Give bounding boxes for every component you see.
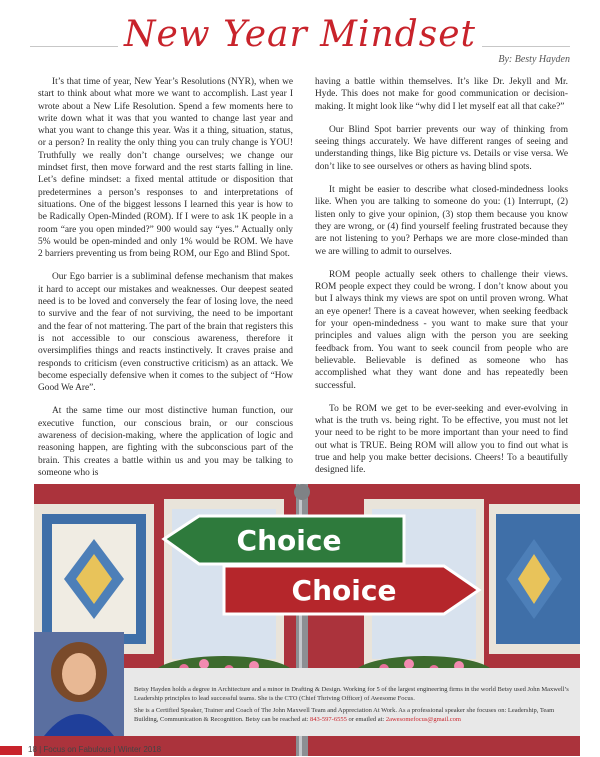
paragraph: It’s that time of year, New Year’s Resolutions (NYR), when we start to think about what more we want to accomplish. Last year I wrote about a New Life Resolution. Spend a few moments here to write down what it was that you wanted to change last year and what you want to change this year. Was it a thing, situation, status, or a person? In reality the only thing you can truly change is YOU! Truthfully we really don’t change ourselves; we change our mindset first, then move forward and the rest starts falling in line. Let’s define mindset: a fixed mental attitude or disposition that predetermines a person’s responses to and interpretations of situations. One of the biggest lessons I learned this year is how to be Radically Open-Minded (ROM). If I were to ask 1K people in a room “are you open minded?” 900 would say “yes.” Actually only 5% would be open-minded and only 1% would be ROM. We have 2 barriers preventing us from being ROM, our Ego and Blind Spot.: [38, 77, 293, 260]
paragraph: To be ROM we get to be ever-seeking and ever-evolving in what is the truth vs. being right. To be effective, you must not let your need to be right to be more important than your need to find out what is TRUE. Being ROM will allow you to find out what is true and help you make better decisions. Cheers! To a beautifully designed life.: [315, 403, 568, 476]
paragraph: ROM people actually seek others to challenge their views. ROM people expect they could be wrong. I don’t know about you but I always think my views are spot on until proven wrong. What an eye opener! There is a caveat however, when seeking feedback for your open-mindedness - you want to make sure that your principles and values align with the person you are seeking feedback from. You want to seek council from people who are believable. Believable is defined as someone who has accomplished what they want done and has repeatedly been successful.: [315, 269, 568, 391]
bio-contact: She is a Certified Speaker, Trainer and Coach of The John Maxwell Team and Appreciation At Work. As a professional speaker she focuses on: Leadership, Team Building, Communication & Recognition. Betsy can be reached at: 843-597-6555 or emailed at: 2awesomefocus@gmail.com: [134, 707, 555, 723]
right-column: [315, 76, 568, 488]
footer-text: 18 | Focus on Fabulous | Winter 2018: [28, 745, 162, 754]
email-link[interactable]: 2awesomefocus@gmail.com: [385, 715, 461, 723]
byline: By: Besty Hayden: [498, 54, 570, 65]
paragraph: Our Blind Spot barrier prevents our way of thinking from seeing things accurately. We have different ranges of seeing and understanding things, like Big picture vs. Details or vise versa. We don’t like to see ourselves or others as having blind spots.: [315, 124, 568, 172]
paragraph: Our Ego barrier is a subliminal defense mechanism that makes it hard to accept our mistakes and weaknesses. Our deepest seated need is to be loved and conversely the fear of losing love, the need to survive and the fear of not surviving, the need to be important and the fear of not mattering. The part of the brain that registers this is not accessible to our conscious awareness, therefore it oversimplifies things and reacts instinctively. It craves praise and responds to criticism (even constructive criticism) as an attack. We become especially defensive when it comes to the subject of “How Good We Are”.: [38, 272, 293, 394]
page-title: New Year Mindset: [0, 14, 600, 55]
author-photo: [34, 632, 124, 736]
paragraph: At the same time our most distinctive human function, our executive function, our conscious brain, or our conscious awareness of decision-making, where the application of logic and reasoning happen, are fighting with the subconscious part of the brain. This creates a battle within us and you may be talking to someone who is: [38, 406, 293, 478]
bio-text: Betsy Hayden holds a degree in Architecture and a minor in Drafting & Design. Working for 5 of the largest engineering firms in the world Betsy used John Maxwell’s Leadership principles to lead successful teams. She is the CTO (Chief Thriving Officer) of Awesome Focus.: [134, 686, 569, 702]
paragraph: having a battle within themselves. It’s like Dr. Jekyll and Mr. Hyde. This does not make for good communication or decision-making. It might look like “why did I let myself eat all that cake?”: [315, 77, 568, 112]
article-header: [0, 0, 600, 80]
author-bio: [124, 668, 580, 736]
left-column: [38, 76, 293, 490]
footer-accent-bar: [0, 746, 22, 755]
paragraph: It might be easier to describe what closed-mindedness looks like. When you are talking to someone do you: (1) Interrupt, (2) listen only to give your opinion, (3) stop them because you know they are wrong, or (4) find yourself feeling frustrated because they are not listening to you? Perhaps we are more close-minded than we are willing to admit to ourselves.: [315, 185, 568, 257]
sign-bottom-label: Choice: [291, 574, 397, 607]
phone-link[interactable]: 843-597-6555: [310, 715, 347, 723]
sign-top-label: Choice: [236, 524, 342, 557]
page-footer: [0, 745, 600, 757]
